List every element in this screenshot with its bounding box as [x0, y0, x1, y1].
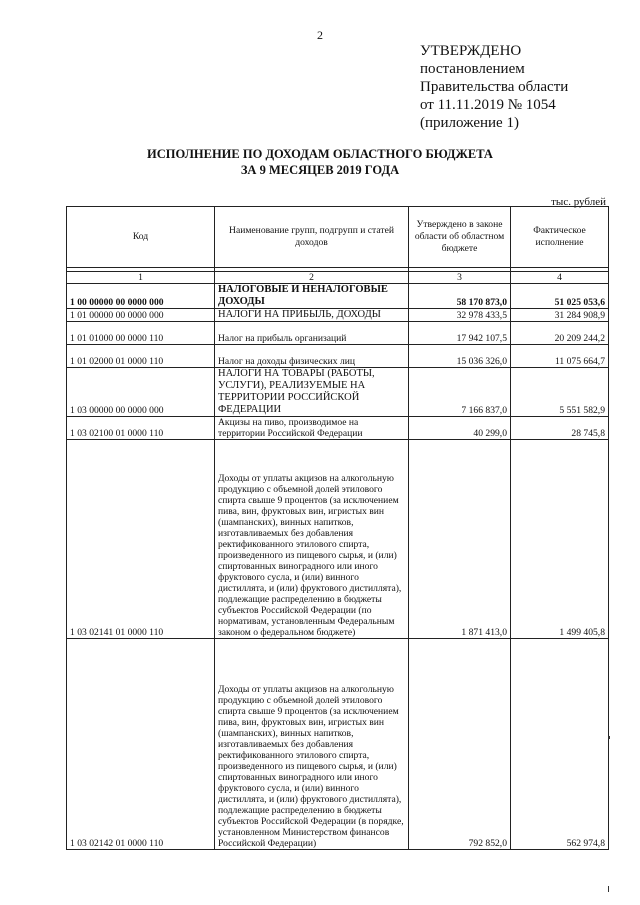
scan-mark [608, 736, 610, 739]
row-actual: 31 284 908,9 [511, 309, 609, 322]
row-actual: 28 745,8 [511, 417, 609, 440]
table-row [67, 345, 609, 368]
approval-line: УТВЕРЖДЕНО [420, 43, 522, 59]
row-actual: 51 025 053,6 [511, 284, 609, 309]
row-approved: 7 166 837,0 [409, 368, 511, 417]
title-line-1: ИСПОЛНЕНИЕ ПО ДОХОДАМ ОБЛАСТНОГО БЮДЖЕТА [147, 147, 493, 161]
table-row [67, 440, 609, 639]
document-title [0, 146, 640, 178]
table-row [67, 368, 609, 417]
row-name: НАЛОГИ НА ТОВАРЫ (РАБОТЫ, УСЛУГИ), РЕАЛИЗУЕМЫЕ НА ТЕРРИТОРИИ РОССИЙСКОЙ ФЕДЕРАЦИИ [215, 368, 409, 417]
table-row [67, 309, 609, 322]
column-number-row [67, 272, 609, 284]
row-code: 1 01 00000 00 0000 000 [67, 309, 215, 322]
row-code: 1 03 00000 00 0000 000 [67, 368, 215, 417]
header-row [67, 207, 609, 268]
approval-line: от 11.11.2019 № 1054 [420, 97, 556, 113]
row-name: Акцизы на пиво, производимое на территории Российской Федерации [215, 417, 409, 440]
approval-line: (приложение 1) [420, 115, 519, 131]
column-number: 3 [409, 272, 511, 284]
approval-line: постановлением [420, 61, 525, 77]
row-code: 1 03 02100 01 0000 110 [67, 417, 215, 440]
header-name: Наименование групп, подгрупп и статей доходов [215, 207, 409, 268]
row-name: Доходы от уплаты акцизов на алкогольную продукцию с объемной долей этилового спирта свыше 9 процентов (за исключением пива, вин, фруктовых вин, игристых вин (шампанских), винных напитков, изготавливаемых без добавления ректификованного этилового спирта, произведенного из пищевого сырья, и (или) спиртованных виноградного или иного фруктового сусла, и (или) винного дистиллята, и (или) фруктового дистиллята), подлежащие распределению в бюджеты субъектов Российской Федерации (по нормативам, установленным Федеральным законом о федеральном бюджете) [215, 440, 409, 639]
column-number: 2 [215, 272, 409, 284]
approval-line: Правительства области [420, 79, 569, 95]
row-name: Доходы от уплаты акцизов на алкогольную продукцию с объемной долей этилового спирта свыше 9 процентов (за исключением пива, вин, фруктовых вин, игристых вин (шампанских), винных напитков, изготавливаемых без добавления ректификованного этилового спирта, произведенного из пищевого сырья, и (или) спиртованных виноградного или иного фруктового сусла, и (или) винного дистиллята, и (или) фруктового дистиллята), подлежащие распределению в бюджеты субъектов Российской Федерации (в порядке, установленном Министерством финансов Российской Федерации) [215, 639, 409, 850]
column-number: 4 [511, 272, 609, 284]
table-row [67, 284, 609, 309]
table-row [67, 417, 609, 440]
row-approved: 15 036 326,0 [409, 345, 511, 368]
row-actual: 5 551 582,9 [511, 368, 609, 417]
column-number: 1 [67, 272, 215, 284]
row-actual: 562 974,8 [511, 639, 609, 850]
scan-mark [608, 886, 609, 892]
header-approved: Утверждено в законе области об областном бюджете [409, 207, 511, 268]
row-approved: 1 871 413,0 [409, 440, 511, 639]
row-approved: 58 170 873,0 [409, 284, 511, 309]
row-name: НАЛОГОВЫЕ И НЕНАЛОГОВЫЕ ДОХОДЫ [215, 284, 409, 309]
header-code: Код [67, 207, 215, 268]
revenue-table [66, 206, 609, 850]
page-number: 2 [317, 28, 323, 42]
row-actual: 1 499 405,8 [511, 440, 609, 639]
table-row [67, 639, 609, 850]
row-approved: 17 942 107,5 [409, 322, 511, 345]
row-name: Налог на доходы физических лиц [215, 345, 409, 368]
row-code: 1 00 00000 00 0000 000 [67, 284, 215, 309]
row-actual: 11 075 664,7 [511, 345, 609, 368]
table-row [67, 322, 609, 345]
row-code: 1 01 01000 00 0000 110 [67, 322, 215, 345]
row-actual: 20 209 244,2 [511, 322, 609, 345]
row-approved: 792 852,0 [409, 639, 511, 850]
row-code: 1 03 02142 01 0000 110 [67, 639, 215, 850]
row-approved: 40 299,0 [409, 417, 511, 440]
row-name: НАЛОГИ НА ПРИБЫЛЬ, ДОХОДЫ [215, 309, 409, 322]
row-code: 1 03 02141 01 0000 110 [67, 440, 215, 639]
row-name: Налог на прибыль организаций [215, 322, 409, 345]
units-label: тыс. рублей [551, 196, 606, 208]
title-line-2: ЗА 9 МЕСЯЦЕВ 2019 ГОДА [240, 163, 400, 177]
row-code: 1 01 02000 01 0000 110 [67, 345, 215, 368]
approval-stamp [420, 42, 568, 132]
header-actual: Фактическое исполнение [511, 207, 609, 268]
row-approved: 32 978 433,5 [409, 309, 511, 322]
